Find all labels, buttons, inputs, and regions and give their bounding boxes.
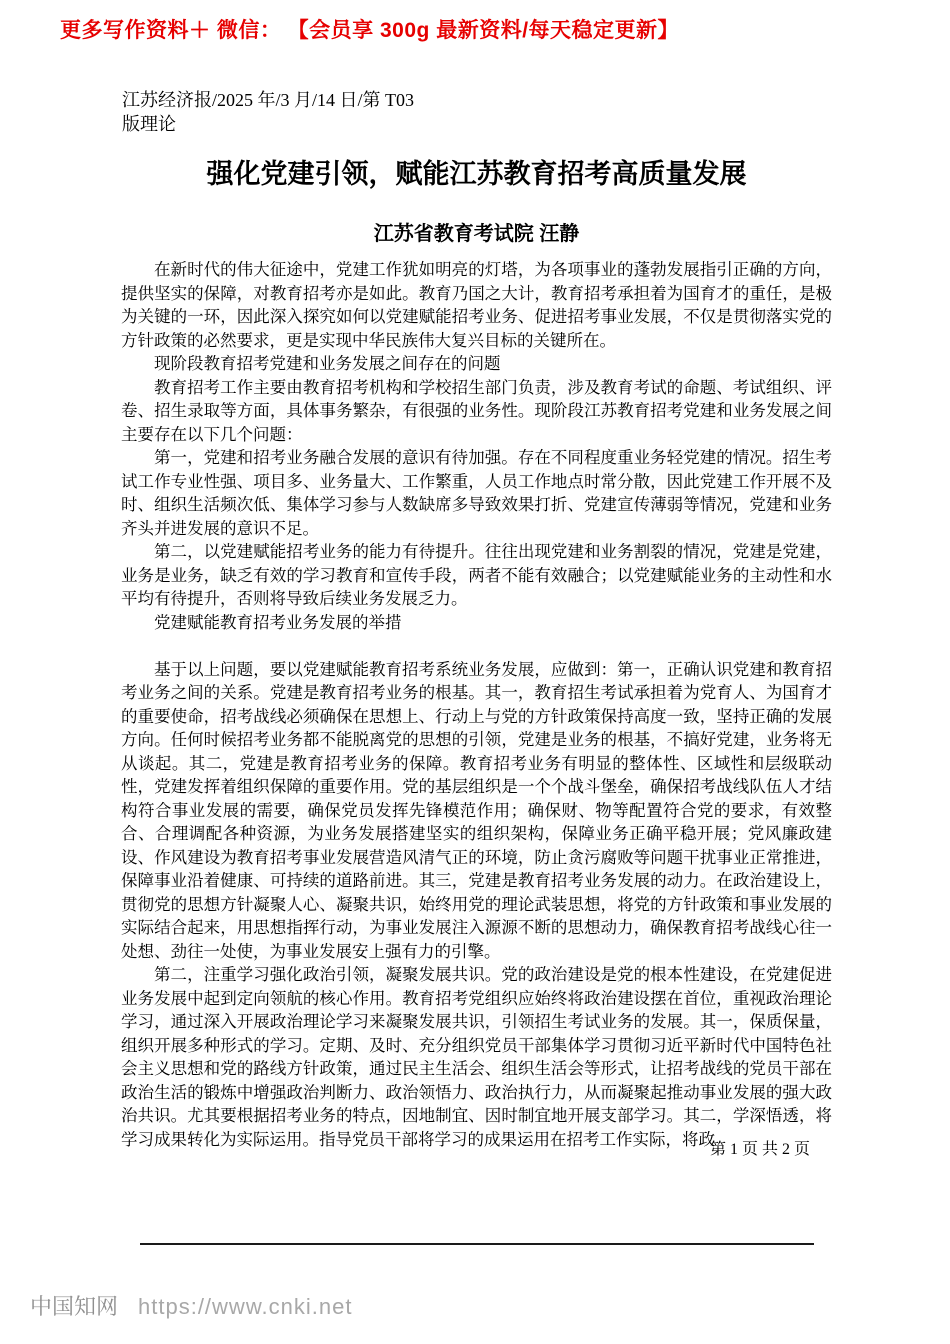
article-title: 强化党建引领，赋能江苏教育招考高质量发展 (206, 159, 747, 189)
promo-banner-text: 更多写作资料＋ 微信： 【会员享 300g 最新资料/每天稳定更新】 (60, 19, 680, 42)
paragraph-spacer (121, 635, 832, 659)
source-line-2: 版理论 (122, 114, 176, 134)
cnki-url: https://www.cnki.net (138, 1294, 353, 1319)
article-subheading: 现阶段教育招考党建和业务发展之间存在的问题 (154, 355, 501, 373)
article-subheading: 党建赋能教育招考业务发展的举措 (154, 613, 402, 632)
cnki-logo-text: 中国知网 (30, 1294, 119, 1319)
article-paragraph: 教育招考工作主要由教育招考机构和学校招生部门负责，涉及教育考试的命题、考试组织、评卷、招生录取等方面，具体事务繁杂，有很强的业务性。现阶段江苏教育招考党建和业务发展之间主要存在以下几个问题： (121, 378, 832, 444)
article-paragraph: 在新时代的伟大征途中，党建工作犹如明亮的灯塔，为各项事业的蓬勃发展指引正确的方向，提供坚实的保障，对教育招考亦是如此。教育乃国之大计，教育招考承担着为国育才的重任，是极为关键的一环，因此深入探究如何以党建赋能招考业务、促进招考事业发展，不仅是贯彻落实党的方针政策的必然要求，更是实现中华民族伟大复兴目标的关键所在。 (121, 261, 832, 350)
article-body (121, 259, 832, 1152)
page-indicator: 第 1 页 共 2 页 (709, 1141, 810, 1158)
source-line-1: 江苏经济报/2025 年/3 月/14 日/第 T03 (122, 90, 414, 110)
article-paragraph: 基于以上问题，要以党建赋能教育招考系统业务发展，应做到：第一，正确认识党建和教育招考业务之间的关系。党建是教育招考业务的根基。其一，教育招生考试承担着为党育人、为国育才的重要使命，招考战线必须确保在思想上、行动上与党的方针政策保持高度一致，坚持正确的发展方向。任何时候招考业务都不能脱离党的思想的引领，党建是业务的根基，不搞好党建，业务将无从谈起。其二，党建是教育招考业务的保障。教育招考业务有明显的整体性、区域性和层级联动性，党建发挥着组织保障的重要作用。党的基层组织是一个个战斗堡垒，确保招考战线队伍人才结构符合事业发展的需要，确保党员发挥先锋模范作用；确保财、物等配置符合党的要求，有效整合、合理调配各种资源，为业务发展搭建坚实的组织架构，保障业务正确平稳开展；党风廉政建设、作风建设为教育招考事业发展营造风清气正的环境，防止贪污腐败等问题干扰事业正常推进，保障事业沿着健康、可持续的道路前进。其三，党建是教育招考业务发展的动力。在政治建设上，贯彻党的思想方针凝聚人心、凝聚共识，始终用党的理论武装思想，将党的方针政策和事业发展的实际结合起来，用思想指挥行动，为事业发展注入源源不断的思想动力，确保教育招考战线心往一处想、劲往一处使，为事业发展安上强有力的引擎。 (121, 660, 832, 961)
article-paragraph: 第一，党建和招考业务融合发展的意识有待加强。存在不同程度重业务轻党建的情况。招生考试工作专业性强、项目多、业务量大、工作繁重，人员工作地点时常分散，因此党建工作开展不及时、组织生活频次低、集体学习参与人数缺席多导致效果打折、党建宣传薄弱等情况，党建和业务齐头并进发展的意识不足。 (121, 449, 832, 538)
cnki-watermark (30, 1290, 352, 1321)
source-block (122, 88, 414, 136)
article-paragraph: 第二，注重学习强化政治引领，凝聚发展共识。党的政治建设是党的根本性建设，在党建促进业务发展中起到定向领航的核心作用。教育招考党组织应始终将政治建设摆在首位，重视政治理论学习，通过深入开展政治理论学习来凝聚发展共识，引领招生考试业务的发展。其一，保质保量，组织开展多种形式的学习。定期、及时、充分组织党员干部集体学习贯彻习近平新时代中国特色社会主义思想和党的路线方针政策，通过民主生活会、组织生活会等形式，让招考战线的党员干部在政治生活的锻炼中增强政治判断力、政治领悟力、政治执行力，从而凝聚起推动事业发展的强大政治共识。尤其要根据招考业务的特点，因地制宜、因时制宜地开展支部学习。其二，学深悟透，将学习成果转化为实际运用。指导党员干部将学习的成果运用在招考工作实际，将政 (121, 966, 832, 1149)
article-author: 江苏省教育考试院 汪静 (373, 223, 580, 245)
footer-divider (140, 1243, 814, 1245)
article-paragraph: 第二，以党建赋能招考业务的能力有待提升。往往出现党建和业务割裂的情况，党建是党建，业务是业务，缺乏有效的学习教育和宣传手段，两者不能有效融合；以党建赋能业务的主动性和水平均有待提升，否则将导致后续业务发展乏力。 (121, 543, 832, 608)
